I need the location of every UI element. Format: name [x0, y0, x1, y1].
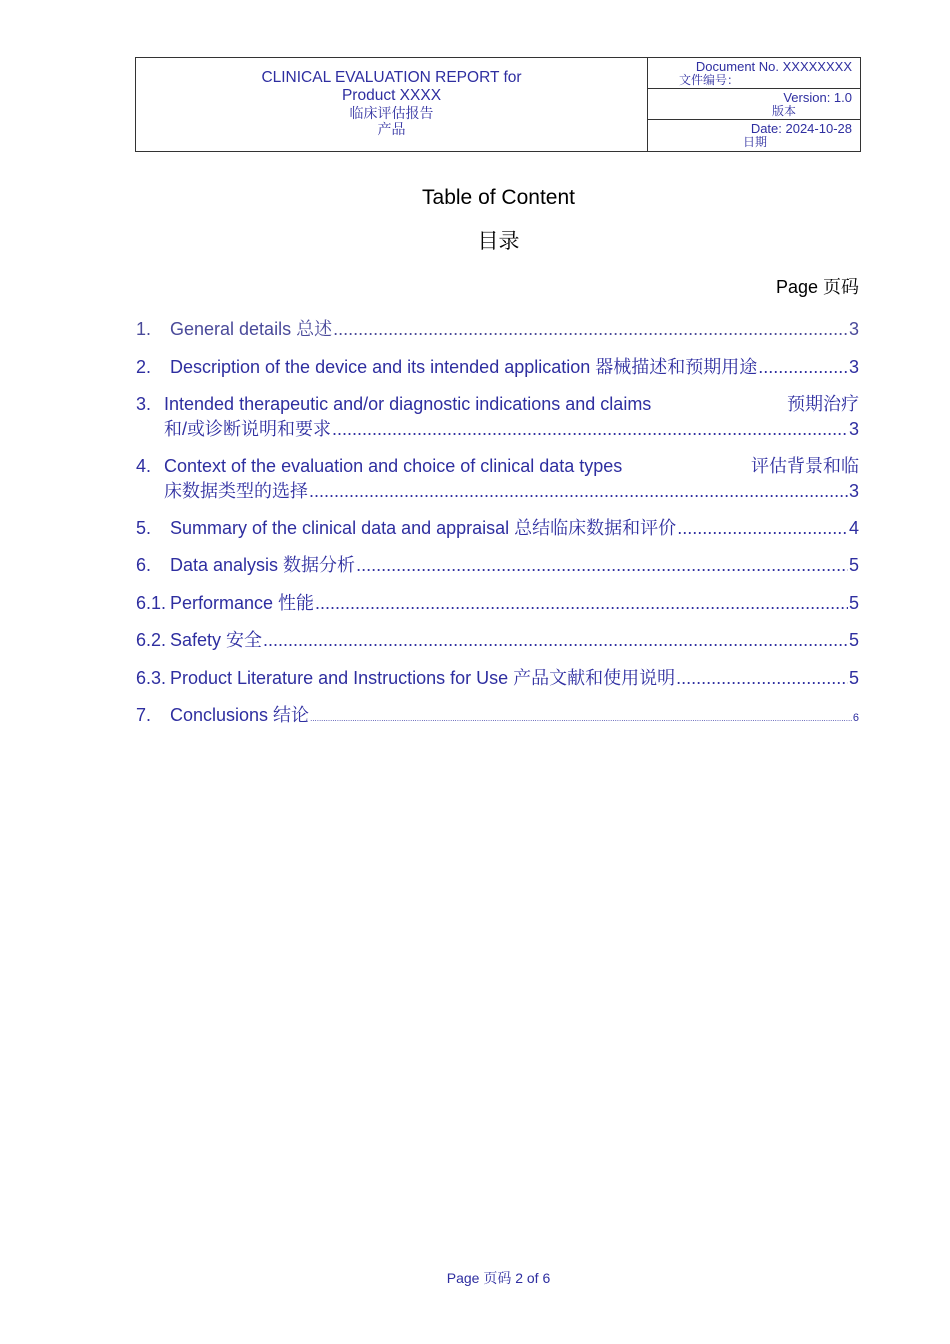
- toc-entry[interactable]: [136, 703, 859, 731]
- toc-dot-leader: [676, 666, 848, 690]
- header-title-block: [136, 58, 648, 151]
- report-title: CLINICAL EVALUATION REPORT for: [261, 69, 522, 86]
- toc-entry-page[interactable]: 5: [848, 555, 859, 575]
- toc-entry[interactable]: [136, 355, 859, 379]
- toc-dot-leader: [333, 317, 848, 341]
- toc-entry-text-zh[interactable]: 评估背景和临: [751, 456, 859, 476]
- toc-entry-text[interactable]: Performance 性能: [170, 593, 315, 613]
- toc-entry-page[interactable]: 5: [848, 593, 859, 613]
- toc-entry-number: 1.: [136, 319, 152, 339]
- toc-entry-text-cont[interactable]: 和/或诊断说明和要求: [164, 419, 332, 439]
- toc-title-zh: 目录: [477, 230, 520, 253]
- toc-dot-leader: [758, 355, 848, 379]
- toc-dot-leader: [309, 479, 848, 503]
- toc-entry-page[interactable]: 5: [848, 668, 859, 688]
- toc-entry-text[interactable]: Product Literature and Instructions for Use 产品文献和使用说明: [170, 668, 676, 688]
- toc-entry-page[interactable]: 4: [848, 518, 859, 538]
- toc-entry-page[interactable]: 5: [848, 630, 859, 650]
- toc-entry-continuation[interactable]: [164, 417, 859, 441]
- toc-entry-text[interactable]: Safety 安全: [170, 630, 263, 650]
- toc-dot-leader: [356, 553, 848, 577]
- toc-entry-first-line[interactable]: [136, 454, 859, 478]
- toc-dot-leader: [677, 516, 848, 540]
- toc-entry-text[interactable]: Summary of the clinical data and appraisal 总结临床数据和评价: [170, 518, 677, 538]
- toc-dot-leader: [332, 417, 848, 441]
- toc-entry[interactable]: [136, 628, 859, 652]
- toc-entry[interactable]: [136, 591, 859, 615]
- toc-entry-text[interactable]: Description of the device and its intended application 器械描述和预期用途: [170, 357, 758, 377]
- date-cell: [648, 120, 860, 151]
- toc-entry-continuation[interactable]: [164, 479, 859, 503]
- toc-entry-number: 6.2.: [136, 630, 167, 650]
- date-zh: 日期: [743, 135, 768, 149]
- version-zh: 版本: [772, 104, 797, 118]
- toc-entry-number: 5.: [136, 518, 152, 538]
- toc-entry-page[interactable]: 3: [848, 481, 859, 501]
- date: Date: 2024-10-28: [750, 121, 852, 136]
- toc-entry-text[interactable]: Conclusions 结论: [170, 705, 310, 725]
- toc-entry-page[interactable]: 6: [852, 712, 859, 724]
- product-name-zh: 产品: [377, 121, 406, 137]
- version: Version: 1.0: [783, 90, 852, 105]
- toc-entry-number: 6.3.: [136, 668, 167, 688]
- header-meta-block: [648, 58, 860, 151]
- toc-entry-page[interactable]: 3: [848, 357, 859, 377]
- toc-entry[interactable]: [136, 317, 859, 341]
- doc-number-zh: 文件编号：: [679, 73, 740, 87]
- toc-entry-page[interactable]: 3: [848, 419, 859, 439]
- toc-dot-leader: [310, 707, 852, 731]
- toc-entry-number: 4.: [136, 456, 152, 476]
- toc-dot-leader: [263, 628, 848, 652]
- toc-entry-page[interactable]: 3: [848, 319, 859, 339]
- toc-title: Table of Content: [422, 186, 575, 209]
- page-footer: Page 页码 2 of 6: [446, 1270, 551, 1286]
- doc-number: Document No. XXXXXXXX: [695, 59, 852, 74]
- toc-entry-text[interactable]: Context of the evaluation and choice of clinical data types: [164, 456, 623, 476]
- document-header: [135, 57, 861, 152]
- doc-number-cell: [648, 58, 860, 89]
- toc-entry-text[interactable]: General details 总述: [170, 319, 333, 339]
- toc-entry-text-cont[interactable]: 床数据类型的选择: [164, 481, 308, 501]
- toc-dot-leader: [315, 591, 848, 615]
- product-name: Product XXXX: [341, 87, 442, 104]
- toc-entry-text[interactable]: Data analysis 数据分析: [170, 555, 356, 575]
- toc-entry-text-zh[interactable]: 预期治疗: [787, 394, 859, 414]
- report-title-zh: 临床评估报告: [349, 105, 434, 121]
- toc-entry[interactable]: [136, 666, 859, 690]
- toc-entry-number: 7.: [136, 705, 152, 725]
- toc-entry-number: 6.: [136, 555, 152, 575]
- page-column-heading: Page 页码: [775, 277, 859, 297]
- toc-entry-number: 6.1.: [136, 593, 167, 613]
- toc-entry[interactable]: [136, 553, 859, 577]
- toc-entry-number: 2.: [136, 357, 152, 377]
- toc-entry-number: 3.: [136, 394, 152, 414]
- toc-entry[interactable]: [136, 516, 859, 540]
- toc-entry-text[interactable]: Intended therapeutic and/or diagnostic indications and claims: [164, 394, 652, 414]
- toc-entry-first-line[interactable]: [136, 392, 859, 416]
- version-cell: [648, 89, 860, 120]
